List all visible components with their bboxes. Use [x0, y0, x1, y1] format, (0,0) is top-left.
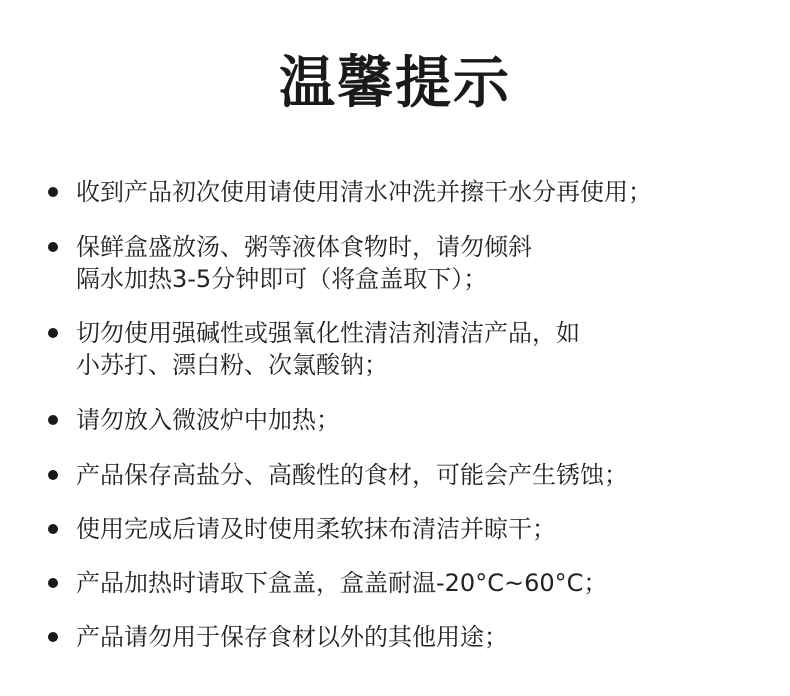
bullet-icon: [48, 470, 58, 480]
bullet-icon: [48, 415, 58, 425]
bullet-icon: [48, 328, 58, 338]
page-title: 温馨提示: [279, 51, 511, 116]
list-item-text: 收到产品初次使用请使用清水冲洗并擦干水分再使用；: [76, 178, 652, 206]
bullet-icon: [48, 578, 58, 588]
list-item-text: 产品加热时请取下盒盖，盒盖耐温-20°C~60°C；: [76, 569, 608, 597]
list-item-text: 隔水加热3-5分钟即可（将盒盖取下）；: [76, 265, 488, 293]
list-item-text: 产品请勿用于保存食材以外的其他用途；: [76, 623, 508, 651]
list-item-text: 保鲜盒盛放汤、粥等液体食物时，请勿倾斜: [76, 233, 532, 261]
list-item-text: 请勿放入微波炉中加热；: [76, 406, 340, 434]
bullet-icon: [48, 187, 58, 197]
list-item-text: 产品保存高盐分、高酸性的食材，可能会产生锈蚀；: [76, 461, 628, 489]
bullet-icon: [48, 524, 58, 534]
list-item-text: 小苏打、漂白粉、次氯酸钠；: [76, 351, 388, 379]
list-item-text: 使用完成后请及时使用柔软抹布清洁并晾干；: [76, 515, 556, 543]
bullet-icon: [48, 242, 58, 252]
bullet-icon: [48, 632, 58, 642]
list-item-text: 切勿使用强碱性或强氧化性清洁剂清洁产品，如: [76, 319, 580, 347]
